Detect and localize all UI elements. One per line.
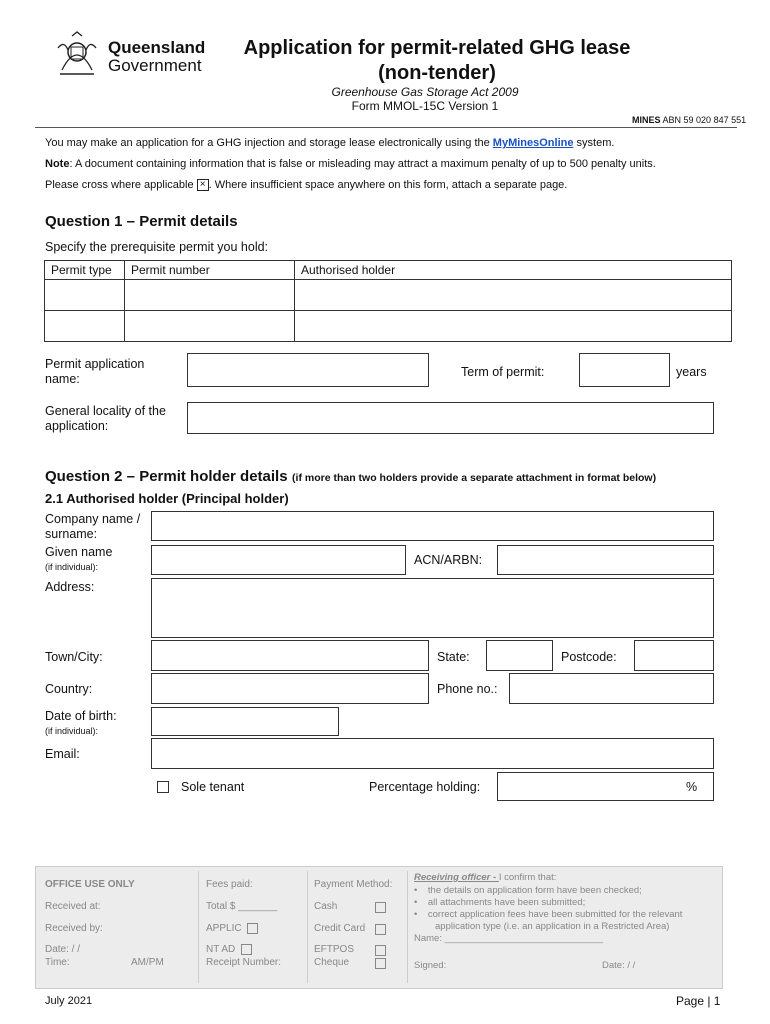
receiving-officer-line [414, 872, 556, 883]
cash-label: Cash [314, 901, 338, 912]
credit-card-checkbox [375, 924, 386, 935]
country-label: Country: [45, 682, 93, 696]
company-name-input[interactable] [151, 511, 714, 541]
receiving-officer-title: Receiving officer - [414, 872, 499, 883]
officer-name-line: Name: ______________________________ [414, 933, 604, 944]
officer-bullet-1: • the details on application form have been checked; [414, 885, 642, 896]
cheque-checkbox [375, 958, 386, 969]
date-label: Date: / / [45, 944, 81, 955]
postcode-label: Postcode: [561, 650, 617, 664]
total-label: Total $ _______ [206, 901, 278, 912]
table-row [45, 311, 732, 342]
header-divider [35, 127, 737, 128]
acn-arbn-label: ACN/ARBN: [414, 553, 483, 567]
question2-title: Question 2 – Permit holder details [45, 468, 288, 485]
sole-tenant-label: Sole tenant [181, 780, 245, 794]
address-label: Address: [45, 580, 95, 594]
phone-label: Phone no.: [437, 682, 498, 696]
receipt-number-label: Receipt Number: [206, 957, 282, 968]
intro-note [45, 158, 656, 170]
question1-heading: Question 1 – Permit details [45, 213, 238, 230]
myminesonline-link[interactable]: MyMinesOnline [492, 137, 574, 149]
permit-number-cell[interactable] [125, 280, 295, 311]
acn-arbn-input[interactable] [497, 545, 714, 575]
permit-application-name-label: Permit application name: [45, 357, 145, 386]
cash-checkbox [375, 902, 386, 913]
officer-bullet-2: • all attachments have been submitted; [414, 897, 586, 908]
postcode-input[interactable] [634, 640, 714, 671]
mines-label: MINES [632, 115, 661, 125]
email-label: Email: [45, 747, 80, 761]
permit-number-cell[interactable] [125, 311, 295, 342]
attach-instruction: . Where insufficient space anywhere on this form, attach a separate page. [208, 179, 568, 191]
state-input[interactable] [486, 640, 553, 671]
abn-line [632, 115, 746, 125]
note-label: Note [45, 158, 70, 170]
office-use-only-label: OFFICE USE ONLY [45, 879, 135, 890]
fees-paid-label: Fees paid: [206, 879, 253, 890]
note-text: : A document containing information that is false or misleading may attract a maximum penalty of up to 500 penalty units. [69, 158, 656, 170]
authorised-holder-subheading: 2.1 Authorised holder (Principal holder) [45, 491, 289, 506]
permit-type-cell[interactable] [45, 280, 125, 311]
time-label: Time: [45, 957, 70, 968]
nt-ad-label [206, 944, 252, 955]
state-label: State: [437, 650, 470, 664]
town-city-input[interactable] [151, 640, 429, 671]
footer-date: July 2021 [45, 995, 93, 1007]
col-authorised-holder: Authorised holder [295, 261, 732, 280]
applic-checkbox [247, 923, 258, 934]
company-name-label-line1: Company name / [45, 512, 141, 526]
intro-line1 [45, 137, 614, 149]
given-name-if-individual: (if individual): [45, 562, 99, 572]
bullet-text-1: the details on application form have been checked; [427, 885, 642, 896]
act-name: Greenhouse Gas Storage Act 2009 [331, 85, 519, 99]
applic-text: APPLIC [206, 923, 242, 935]
permit-table [44, 260, 732, 342]
applic-label [206, 923, 258, 934]
town-city-label: Town/City: [45, 650, 103, 664]
org-name-line1: Queensland [108, 38, 206, 57]
eftpos-label: EFTPOS [314, 944, 355, 955]
am-pm-label: AM/PM [131, 957, 164, 968]
abn-number: ABN 59 020 847 551 [662, 115, 747, 125]
page-title: Application for permit-related GHG lease [243, 37, 631, 59]
office-use-panel [35, 866, 723, 989]
officer-date-label: Date: / / [602, 960, 636, 971]
intro-line3 [45, 179, 567, 191]
sole-tenant-checkbox[interactable] [157, 781, 169, 793]
percentage-holding-input[interactable] [497, 772, 714, 801]
officer-bullet-3-cont: application type (i.e. an application in a Restricted Area) [435, 921, 670, 932]
question2-heading [45, 468, 656, 486]
office-divider-2 [307, 871, 308, 983]
question2-note: (if more than two holders provide a separate attachment in format below) [292, 472, 657, 484]
crossed-box-icon: × [197, 179, 209, 191]
general-locality-input[interactable] [187, 402, 714, 434]
col-permit-number: Permit number [125, 261, 295, 280]
company-name-label [45, 512, 140, 542]
nt-ad-text: NT AD [206, 944, 236, 956]
term-of-permit-label: Term of permit: [461, 365, 545, 379]
date-of-birth-label: Date of birth: [45, 709, 117, 723]
dob-if-individual: (if individual): [45, 726, 99, 736]
footer-page-number: Page | 1 [676, 994, 721, 1008]
queensland-crest-logo [52, 30, 102, 80]
receiving-officer-text: I confirm that: [498, 872, 557, 883]
received-by-label: Received by: [45, 923, 103, 934]
authorised-holder-cell[interactable] [295, 280, 732, 311]
term-of-permit-input[interactable] [579, 353, 670, 387]
office-divider-3 [407, 871, 408, 983]
officer-bullet-3: • correct application fees have been submitted for the relevant [414, 909, 683, 920]
credit-card-label: Credit Card [314, 923, 366, 934]
address-input[interactable] [151, 578, 714, 638]
bullet-text-2: all attachments have been submitted; [427, 897, 586, 908]
authorised-holder-cell[interactable] [295, 311, 732, 342]
percentage-holding-label: Percentage holding: [369, 780, 481, 794]
col-permit-type: Permit type [45, 261, 125, 280]
phone-input[interactable] [509, 673, 714, 704]
org-name-line2: Government [108, 56, 202, 75]
permit-table-header [45, 261, 732, 280]
cheque-label: Cheque [314, 957, 350, 968]
office-divider-1 [198, 871, 199, 983]
date-of-birth-input[interactable] [151, 707, 339, 736]
percent-sign: % [686, 780, 698, 794]
officer-signed-label: Signed: [414, 960, 447, 971]
table-row [45, 280, 732, 311]
bullet-text-3: correct application fees have been submitted for the relevant [427, 909, 683, 920]
eftpos-checkbox [375, 945, 386, 956]
email-input[interactable] [151, 738, 714, 769]
years-label: years [676, 365, 707, 379]
page-title-line2: (non-tender) [378, 62, 496, 84]
payment-method-label: Payment Method: [314, 879, 393, 890]
received-at-label: Received at: [45, 901, 101, 912]
permit-application-name-input[interactable] [187, 353, 429, 387]
intro-text-end: system. [573, 137, 615, 149]
cross-instruction: Please cross where applicable [45, 179, 197, 191]
form-id: Form MMOL-15C Version 1 [351, 99, 499, 113]
intro-text: You may make an application for a GHG injection and storage lease electronically using the [45, 137, 493, 149]
given-name-input[interactable] [151, 545, 406, 575]
nt-ad-checkbox [241, 944, 252, 955]
given-name-label: Given name [45, 545, 113, 559]
question1-prompt: Specify the prerequisite permit you hold: [45, 240, 269, 254]
general-locality-label: General locality of the application: [45, 404, 166, 433]
company-name-label-line2: surname: [45, 527, 98, 541]
permit-type-cell[interactable] [45, 311, 125, 342]
country-input[interactable] [151, 673, 429, 704]
